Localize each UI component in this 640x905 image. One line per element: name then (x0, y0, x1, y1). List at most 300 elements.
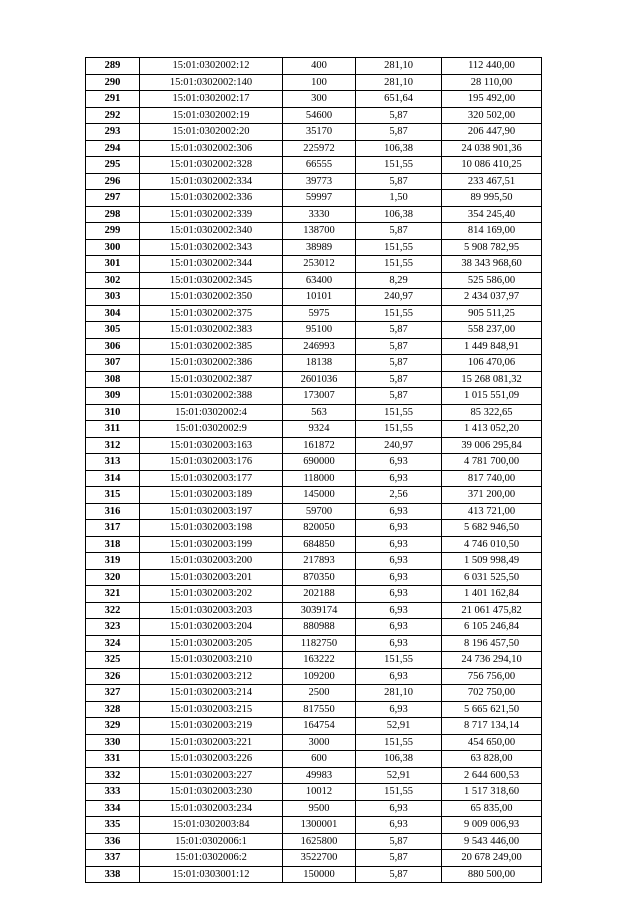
cadastral-number-cell: 15:01:0302002:350 (140, 289, 283, 306)
row-number-cell: 338 (86, 866, 140, 883)
row-number-cell: 300 (86, 239, 140, 256)
table-row (86, 553, 542, 570)
area-value-cell: 1300001 (283, 817, 356, 834)
cadastral-number-cell: 15:01:0302006:2 (140, 850, 283, 867)
area-value-cell: 173007 (283, 388, 356, 405)
area-value-cell: 817550 (283, 701, 356, 718)
row-number-cell: 321 (86, 586, 140, 603)
area-value-cell: 138700 (283, 223, 356, 240)
total-value-cell: 38 343 968,60 (442, 256, 542, 273)
table-row (86, 817, 542, 834)
cadastral-number-cell: 15:01:0302003:199 (140, 536, 283, 553)
area-value-cell: 3330 (283, 206, 356, 223)
total-value-cell: 371 200,00 (442, 487, 542, 504)
rate-value-cell: 281,10 (356, 74, 442, 91)
total-value-cell: 9 009 006,93 (442, 817, 542, 834)
rate-value-cell: 52,91 (356, 718, 442, 735)
rate-value-cell: 5,87 (356, 322, 442, 339)
rate-value-cell: 6,93 (356, 668, 442, 685)
total-value-cell: 15 268 081,32 (442, 371, 542, 388)
cadastral-number-cell: 15:01:0302002:339 (140, 206, 283, 223)
total-value-cell: 5 682 946,50 (442, 520, 542, 537)
row-number-cell: 333 (86, 784, 140, 801)
area-value-cell: 1182750 (283, 635, 356, 652)
cadastral-number-cell: 15:01:0302003:189 (140, 487, 283, 504)
total-value-cell: 10 086 410,25 (442, 157, 542, 174)
table-row (86, 157, 542, 174)
total-value-cell: 814 169,00 (442, 223, 542, 240)
rate-value-cell: 6,93 (356, 470, 442, 487)
area-value-cell: 5975 (283, 305, 356, 322)
cadastral-number-cell: 15:01:0302002:20 (140, 124, 283, 141)
rate-value-cell: 6,93 (356, 520, 442, 537)
total-value-cell: 4 746 010,50 (442, 536, 542, 553)
row-number-cell: 335 (86, 817, 140, 834)
row-number-cell: 303 (86, 289, 140, 306)
table-row (86, 305, 542, 322)
area-value-cell: 9500 (283, 800, 356, 817)
total-value-cell: 1 413 052,20 (442, 421, 542, 438)
rate-value-cell: 52,91 (356, 767, 442, 784)
table-row (86, 668, 542, 685)
row-number-cell: 290 (86, 74, 140, 91)
row-number-cell: 317 (86, 520, 140, 537)
cadastral-number-cell: 15:01:0302002:140 (140, 74, 283, 91)
rate-value-cell: 151,55 (356, 652, 442, 669)
total-value-cell: 2 434 037,97 (442, 289, 542, 306)
table-row (86, 437, 542, 454)
area-value-cell: 10012 (283, 784, 356, 801)
table-row (86, 470, 542, 487)
cadastral-number-cell: 15:01:0302003:198 (140, 520, 283, 537)
cadastral-number-cell: 15:01:0302003:200 (140, 553, 283, 570)
area-value-cell: 150000 (283, 866, 356, 883)
row-number-cell: 292 (86, 107, 140, 124)
area-value-cell: 54600 (283, 107, 356, 124)
area-value-cell: 225972 (283, 140, 356, 157)
table-row (86, 635, 542, 652)
total-value-cell: 9 543 446,00 (442, 833, 542, 850)
row-number-cell: 305 (86, 322, 140, 339)
rate-value-cell: 151,55 (356, 404, 442, 421)
row-number-cell: 337 (86, 850, 140, 867)
rate-value-cell: 151,55 (356, 305, 442, 322)
row-number-cell: 312 (86, 437, 140, 454)
total-value-cell: 6 105 246,84 (442, 619, 542, 636)
rate-value-cell: 151,55 (356, 421, 442, 438)
row-number-cell: 309 (86, 388, 140, 405)
row-number-cell: 307 (86, 355, 140, 372)
row-number-cell: 318 (86, 536, 140, 553)
total-value-cell: 5 665 621,50 (442, 701, 542, 718)
cadastral-number-cell: 15:01:0302002:336 (140, 190, 283, 207)
total-value-cell: 195 492,00 (442, 91, 542, 108)
table-row (86, 206, 542, 223)
area-value-cell: 161872 (283, 437, 356, 454)
total-value-cell: 756 756,00 (442, 668, 542, 685)
cadastral-number-cell: 15:01:0302003:84 (140, 817, 283, 834)
cadastral-number-cell: 15:01:0302003:219 (140, 718, 283, 735)
table-row (86, 520, 542, 537)
table-row (86, 173, 542, 190)
total-value-cell: 5 908 782,95 (442, 239, 542, 256)
area-value-cell: 109200 (283, 668, 356, 685)
row-number-cell: 327 (86, 685, 140, 702)
row-number-cell: 316 (86, 503, 140, 520)
area-value-cell: 202188 (283, 586, 356, 603)
area-value-cell: 3522700 (283, 850, 356, 867)
area-value-cell: 9324 (283, 421, 356, 438)
total-value-cell: 106 470,06 (442, 355, 542, 372)
area-value-cell: 2500 (283, 685, 356, 702)
cadastral-number-cell: 15:01:0302003:201 (140, 569, 283, 586)
row-number-cell: 334 (86, 800, 140, 817)
row-number-cell: 332 (86, 767, 140, 784)
area-value-cell: 59997 (283, 190, 356, 207)
area-value-cell: 100 (283, 74, 356, 91)
rate-value-cell: 106,38 (356, 206, 442, 223)
total-value-cell: 354 245,40 (442, 206, 542, 223)
rate-value-cell: 151,55 (356, 157, 442, 174)
total-value-cell: 24 038 901,36 (442, 140, 542, 157)
cadastral-number-cell: 15:01:0302002:9 (140, 421, 283, 438)
table-row (86, 404, 542, 421)
table-row (86, 487, 542, 504)
area-value-cell: 400 (283, 58, 356, 75)
area-value-cell: 95100 (283, 322, 356, 339)
table-row (86, 371, 542, 388)
area-value-cell: 217893 (283, 553, 356, 570)
total-value-cell: 21 061 475,82 (442, 602, 542, 619)
table-row (86, 718, 542, 735)
cadastral-number-cell: 15:01:0302003:234 (140, 800, 283, 817)
row-number-cell: 306 (86, 338, 140, 355)
area-value-cell: 164754 (283, 718, 356, 735)
total-value-cell: 1 401 162,84 (442, 586, 542, 603)
table-row (86, 602, 542, 619)
rate-value-cell: 8,29 (356, 272, 442, 289)
area-value-cell: 63400 (283, 272, 356, 289)
rate-value-cell: 6,93 (356, 602, 442, 619)
cadastral-number-cell: 15:01:0302002:334 (140, 173, 283, 190)
row-number-cell: 293 (86, 124, 140, 141)
rate-value-cell: 1,50 (356, 190, 442, 207)
total-value-cell: 85 322,65 (442, 404, 542, 421)
row-number-cell: 313 (86, 454, 140, 471)
row-number-cell: 320 (86, 569, 140, 586)
table-row (86, 503, 542, 520)
rate-value-cell: 5,87 (356, 866, 442, 883)
total-value-cell: 558 237,00 (442, 322, 542, 339)
table-row (86, 338, 542, 355)
row-number-cell: 319 (86, 553, 140, 570)
cadastral-number-cell: 15:01:0302002:383 (140, 322, 283, 339)
row-number-cell: 295 (86, 157, 140, 174)
cadastral-number-cell: 15:01:0302002:386 (140, 355, 283, 372)
area-value-cell: 38989 (283, 239, 356, 256)
rate-value-cell: 240,97 (356, 437, 442, 454)
row-number-cell: 325 (86, 652, 140, 669)
area-value-cell: 59700 (283, 503, 356, 520)
rate-value-cell: 6,93 (356, 635, 442, 652)
total-value-cell: 233 467,51 (442, 173, 542, 190)
cadastral-number-cell: 15:01:0302002:385 (140, 338, 283, 355)
table-row (86, 734, 542, 751)
total-value-cell: 2 644 600,53 (442, 767, 542, 784)
total-value-cell: 320 502,00 (442, 107, 542, 124)
row-number-cell: 296 (86, 173, 140, 190)
total-value-cell: 4 781 700,00 (442, 454, 542, 471)
total-value-cell: 20 678 249,00 (442, 850, 542, 867)
total-value-cell: 112 440,00 (442, 58, 542, 75)
cadastral-number-cell: 15:01:0302002:19 (140, 107, 283, 124)
cadastral-number-cell: 15:01:0302003:214 (140, 685, 283, 702)
rate-value-cell: 6,93 (356, 701, 442, 718)
total-value-cell: 817 740,00 (442, 470, 542, 487)
cadastral-number-cell: 15:01:0302003:205 (140, 635, 283, 652)
total-value-cell: 24 736 294,10 (442, 652, 542, 669)
cadastral-number-cell: 15:01:0302002:375 (140, 305, 283, 322)
cadastral-number-cell: 15:01:0302003:163 (140, 437, 283, 454)
cadastral-number-cell: 15:01:0302002:344 (140, 256, 283, 273)
row-number-cell: 326 (86, 668, 140, 685)
total-value-cell: 6 031 525,50 (442, 569, 542, 586)
total-value-cell: 454 650,00 (442, 734, 542, 751)
area-value-cell: 35170 (283, 124, 356, 141)
area-value-cell: 300 (283, 91, 356, 108)
area-value-cell: 690000 (283, 454, 356, 471)
row-number-cell: 314 (86, 470, 140, 487)
cadastral-number-cell: 15:01:0302002:388 (140, 388, 283, 405)
cadastral-number-cell: 15:01:0302003:226 (140, 751, 283, 768)
rate-value-cell: 651,64 (356, 91, 442, 108)
land-plot-table (85, 57, 542, 883)
cadastral-number-cell: 15:01:0302003:204 (140, 619, 283, 636)
cadastral-number-cell: 15:01:0302002:345 (140, 272, 283, 289)
cadastral-number-cell: 15:01:0302003:177 (140, 470, 283, 487)
total-value-cell: 39 006 295,84 (442, 437, 542, 454)
row-number-cell: 291 (86, 91, 140, 108)
row-number-cell: 302 (86, 272, 140, 289)
area-value-cell: 39773 (283, 173, 356, 190)
table-row (86, 619, 542, 636)
rate-value-cell: 106,38 (356, 751, 442, 768)
rate-value-cell: 6,93 (356, 586, 442, 603)
total-value-cell: 8 196 457,50 (442, 635, 542, 652)
table-row (86, 355, 542, 372)
table-row (86, 421, 542, 438)
area-value-cell: 246993 (283, 338, 356, 355)
table-row (86, 652, 542, 669)
rate-value-cell: 5,87 (356, 371, 442, 388)
table-row (86, 272, 542, 289)
cadastral-number-cell: 15:01:0302006:1 (140, 833, 283, 850)
table-row (86, 850, 542, 867)
total-value-cell: 702 750,00 (442, 685, 542, 702)
row-number-cell: 299 (86, 223, 140, 240)
cadastral-number-cell: 15:01:0302002:17 (140, 91, 283, 108)
table-row (86, 107, 542, 124)
area-value-cell: 2601036 (283, 371, 356, 388)
rate-value-cell: 5,87 (356, 124, 442, 141)
row-number-cell: 315 (86, 487, 140, 504)
total-value-cell: 1 015 551,09 (442, 388, 542, 405)
row-number-cell: 298 (86, 206, 140, 223)
rate-value-cell: 151,55 (356, 734, 442, 751)
table-row (86, 256, 542, 273)
cadastral-number-cell: 15:01:0303001:12 (140, 866, 283, 883)
cadastral-number-cell: 15:01:0302003:221 (140, 734, 283, 751)
area-value-cell: 600 (283, 751, 356, 768)
table-row (86, 569, 542, 586)
area-value-cell: 145000 (283, 487, 356, 504)
table-row (86, 536, 542, 553)
total-value-cell: 63 828,00 (442, 751, 542, 768)
cadastral-number-cell: 15:01:0302003:227 (140, 767, 283, 784)
total-value-cell: 413 721,00 (442, 503, 542, 520)
row-number-cell: 331 (86, 751, 140, 768)
total-value-cell: 206 447,90 (442, 124, 542, 141)
total-value-cell: 1 517 318,60 (442, 784, 542, 801)
rate-value-cell: 6,93 (356, 536, 442, 553)
cadastral-number-cell: 15:01:0302003:203 (140, 602, 283, 619)
cadastral-number-cell: 15:01:0302003:202 (140, 586, 283, 603)
rate-value-cell: 2,56 (356, 487, 442, 504)
table-row (86, 190, 542, 207)
cadastral-number-cell: 15:01:0302002:12 (140, 58, 283, 75)
cadastral-number-cell: 15:01:0302003:176 (140, 454, 283, 471)
area-value-cell: 163222 (283, 652, 356, 669)
rate-value-cell: 106,38 (356, 140, 442, 157)
row-number-cell: 329 (86, 718, 140, 735)
table-row (86, 322, 542, 339)
cadastral-number-cell: 15:01:0302002:343 (140, 239, 283, 256)
row-number-cell: 301 (86, 256, 140, 273)
table-row (86, 124, 542, 141)
area-value-cell: 118000 (283, 470, 356, 487)
cadastral-number-cell: 15:01:0302003:230 (140, 784, 283, 801)
cadastral-number-cell: 15:01:0302002:328 (140, 157, 283, 174)
rate-value-cell: 5,87 (356, 355, 442, 372)
cadastral-number-cell: 15:01:0302002:306 (140, 140, 283, 157)
cadastral-number-cell: 15:01:0302003:197 (140, 503, 283, 520)
row-number-cell: 330 (86, 734, 140, 751)
table-row (86, 866, 542, 883)
table-row (86, 833, 542, 850)
row-number-cell: 324 (86, 635, 140, 652)
row-number-cell: 297 (86, 190, 140, 207)
area-value-cell: 3039174 (283, 602, 356, 619)
rate-value-cell: 5,87 (356, 338, 442, 355)
rate-value-cell: 151,55 (356, 784, 442, 801)
table-row (86, 586, 542, 603)
rate-value-cell: 6,93 (356, 817, 442, 834)
area-value-cell: 18138 (283, 355, 356, 372)
table-row (86, 140, 542, 157)
row-number-cell: 311 (86, 421, 140, 438)
row-number-cell: 336 (86, 833, 140, 850)
table-row (86, 800, 542, 817)
rate-value-cell: 5,87 (356, 388, 442, 405)
rate-value-cell: 6,93 (356, 800, 442, 817)
total-value-cell: 880 500,00 (442, 866, 542, 883)
row-number-cell: 323 (86, 619, 140, 636)
table-row (86, 685, 542, 702)
rate-value-cell: 5,87 (356, 107, 442, 124)
table-row (86, 751, 542, 768)
row-number-cell: 304 (86, 305, 140, 322)
total-value-cell: 65 835,00 (442, 800, 542, 817)
area-value-cell: 880988 (283, 619, 356, 636)
total-value-cell: 28 110,00 (442, 74, 542, 91)
cadastral-number-cell: 15:01:0302002:340 (140, 223, 283, 240)
rate-value-cell: 151,55 (356, 256, 442, 273)
rate-value-cell: 5,87 (356, 833, 442, 850)
cadastral-number-cell: 15:01:0302003:215 (140, 701, 283, 718)
row-number-cell: 308 (86, 371, 140, 388)
rate-value-cell: 5,87 (356, 173, 442, 190)
row-number-cell: 328 (86, 701, 140, 718)
total-value-cell: 525 586,00 (442, 272, 542, 289)
cadastral-number-cell: 15:01:0302002:4 (140, 404, 283, 421)
table-row (86, 58, 542, 75)
row-number-cell: 310 (86, 404, 140, 421)
total-value-cell: 1 509 998,49 (442, 553, 542, 570)
total-value-cell: 905 511,25 (442, 305, 542, 322)
rate-value-cell: 6,93 (356, 454, 442, 471)
rate-value-cell: 6,93 (356, 619, 442, 636)
area-value-cell: 66555 (283, 157, 356, 174)
table-row (86, 388, 542, 405)
total-value-cell: 1 449 848,91 (442, 338, 542, 355)
row-number-cell: 294 (86, 140, 140, 157)
total-value-cell: 89 995,50 (442, 190, 542, 207)
rate-value-cell: 151,55 (356, 239, 442, 256)
row-number-cell: 289 (86, 58, 140, 75)
rate-value-cell: 240,97 (356, 289, 442, 306)
area-value-cell: 253012 (283, 256, 356, 273)
rate-value-cell: 6,93 (356, 503, 442, 520)
table-row (86, 454, 542, 471)
area-value-cell: 3000 (283, 734, 356, 751)
rate-value-cell: 5,87 (356, 850, 442, 867)
area-value-cell: 1625800 (283, 833, 356, 850)
area-value-cell: 870350 (283, 569, 356, 586)
table-body (86, 58, 542, 883)
area-value-cell: 820050 (283, 520, 356, 537)
rate-value-cell: 6,93 (356, 569, 442, 586)
area-value-cell: 684850 (283, 536, 356, 553)
table-row (86, 701, 542, 718)
rate-value-cell: 6,93 (356, 553, 442, 570)
rate-value-cell: 281,10 (356, 685, 442, 702)
area-value-cell: 563 (283, 404, 356, 421)
table-row (86, 223, 542, 240)
table-row (86, 74, 542, 91)
total-value-cell: 8 717 134,14 (442, 718, 542, 735)
table-row (86, 767, 542, 784)
rate-value-cell: 5,87 (356, 223, 442, 240)
row-number-cell: 322 (86, 602, 140, 619)
cadastral-number-cell: 15:01:0302003:212 (140, 668, 283, 685)
rate-value-cell: 281,10 (356, 58, 442, 75)
cadastral-number-cell: 15:01:0302002:387 (140, 371, 283, 388)
area-value-cell: 49983 (283, 767, 356, 784)
cadastral-number-cell: 15:01:0302003:210 (140, 652, 283, 669)
table-row (86, 289, 542, 306)
table-row (86, 91, 542, 108)
table-row (86, 784, 542, 801)
